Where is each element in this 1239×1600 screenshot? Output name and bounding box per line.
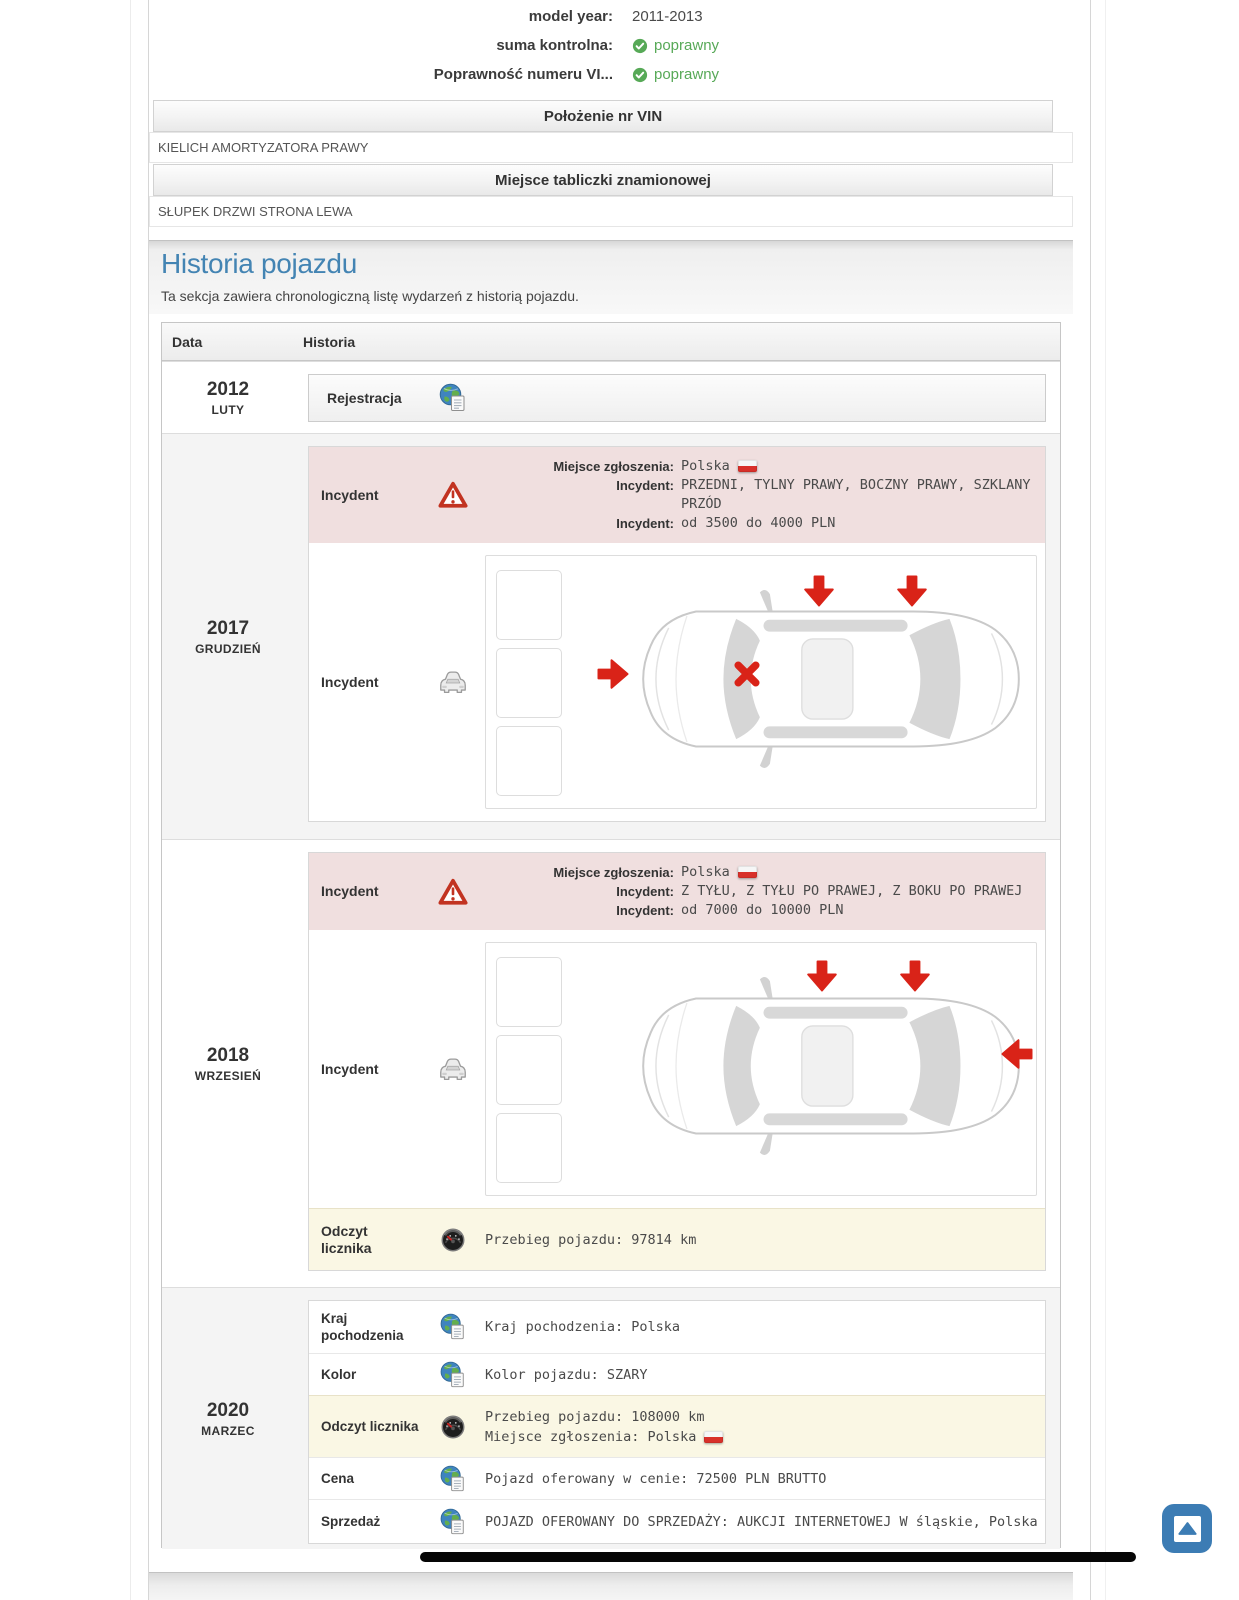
incident-fields — [485, 863, 1045, 920]
date-month: WRZESIEŃ — [194, 1068, 262, 1083]
page-outer-border-left — [130, 0, 131, 1600]
field-key: Miejsce zgłoszenia: — [553, 459, 674, 474]
x-mark-damage-mark — [733, 660, 761, 688]
event-label: Cena — [321, 1471, 355, 1486]
field-value: Polska — [681, 457, 1035, 476]
section-title: Historia pojazdu — [161, 248, 357, 279]
section-subtitle: Ta sekcja zawiera chronologiczną listę wydarzeń z historią pojazdu. — [161, 288, 579, 304]
vin-spec-table — [149, 2, 1090, 89]
column-header-history: Historia — [303, 333, 356, 350]
car-front-icon — [421, 942, 485, 1196]
arrow-down-damage-mark — [897, 575, 927, 607]
spec-row-checksum — [149, 31, 1090, 60]
color-row — [309, 1353, 1045, 1395]
car-front-icon — [421, 555, 485, 809]
history-section-header — [149, 240, 1073, 314]
vin-location-value: KIELICH AMORTYZATORA PRAWY — [149, 132, 1073, 163]
globe-document-icon — [421, 1465, 485, 1493]
event-label: Kolor — [321, 1367, 357, 1382]
date-cell — [162, 434, 294, 839]
horizontal-scrollbar[interactable] — [420, 1552, 1136, 1562]
history-group-2017 — [162, 433, 1060, 839]
photo-placeholder — [496, 1035, 562, 1105]
odometer-reading-row — [309, 1395, 1045, 1457]
incident-event-box — [308, 852, 1046, 1271]
spec-value — [632, 66, 719, 83]
check-circle-icon — [632, 38, 648, 54]
odometer-value — [485, 1407, 723, 1447]
event-label: Sprzedaż — [321, 1514, 381, 1529]
spec-row-vin-correctness — [149, 60, 1090, 89]
odometer-icon — [421, 1226, 485, 1254]
history-group-2018 — [162, 839, 1060, 1287]
warning-triangle-icon — [421, 863, 485, 920]
globe-document-icon — [421, 1361, 485, 1389]
origin-country-row — [309, 1301, 1045, 1353]
events-multi-box — [308, 1300, 1046, 1544]
globe-document-icon — [421, 383, 485, 413]
date-year: 2017 — [206, 617, 250, 639]
damage-diagram-panel — [485, 942, 1037, 1196]
incident-label: Incydent — [321, 486, 379, 503]
spec-value: 2011-2013 — [632, 8, 703, 25]
odometer-reading-row — [309, 1208, 1045, 1270]
date-cell — [162, 840, 294, 1287]
history-table — [161, 322, 1061, 1548]
date-year: 2020 — [206, 1399, 250, 1421]
incident-event-box — [308, 446, 1046, 822]
event-value: POJAZD OFEROWANY DO SPRZEDAŻY: AUKCJI INTERNETOWEJ W śląskie, Polska — [485, 1513, 1038, 1530]
field-value: Z TYŁU, Z TYŁU PO PRAWEJ, Z BOKU PO PRAWEJ — [681, 883, 1023, 899]
field-key: Miejsce zgłoszenia: — [553, 865, 674, 880]
field-value: Polska — [681, 863, 1035, 882]
arrow-right-damage-mark — [598, 658, 628, 690]
incident-field — [485, 882, 1035, 901]
page-outer-border-right — [1105, 0, 1106, 1600]
odometer-label: Odczyt licznika — [321, 1419, 419, 1434]
poland-flag-icon — [738, 460, 757, 472]
scroll-to-top-button[interactable] — [1162, 1504, 1212, 1553]
spec-status-text: poprawny — [654, 37, 720, 54]
arrow-down-damage-mark — [900, 960, 930, 992]
column-header-data: Data — [172, 333, 203, 350]
field-key: Incydent: — [616, 884, 674, 899]
incident-label: Incydent — [321, 883, 379, 899]
events-cell — [294, 1288, 1060, 1549]
damage-diagram-panel — [485, 555, 1037, 809]
photo-placeholders — [496, 570, 562, 796]
date-year: 2018 — [206, 1044, 250, 1066]
poland-flag-icon — [704, 1431, 723, 1443]
photo-placeholder — [496, 648, 562, 718]
date-year: 2012 — [206, 378, 250, 400]
incident-header-row — [309, 853, 1045, 930]
field-key: Incydent: — [616, 903, 674, 918]
arrow-left-damage-mark — [1002, 1038, 1032, 1070]
event-value: Kolor pojazdu: SZARY — [485, 1366, 648, 1383]
incident-fields — [485, 457, 1045, 533]
sale-row — [309, 1499, 1045, 1543]
photo-placeholder — [496, 1113, 562, 1183]
incident-header-row — [309, 447, 1045, 543]
date-month: LUTY — [211, 402, 245, 417]
plate-location-header: Miejsce tabliczki znamionowej — [153, 164, 1053, 196]
event-value: Kraj pochodzenia: Polska — [485, 1319, 681, 1335]
date-month: GRUDZIEŃ — [195, 641, 261, 656]
arrow-down-damage-mark — [804, 575, 834, 607]
history-group-2012 — [162, 361, 1060, 433]
registration-event-row — [308, 374, 1046, 422]
vin-location-header: Położenie nr VIN — [153, 100, 1053, 132]
next-section-band — [149, 1572, 1073, 1600]
history-group-2020 — [162, 1287, 1060, 1549]
report-page — [148, 0, 1091, 1600]
odometer-report-place: Miejsce zgłoszenia: Polska — [485, 1427, 723, 1447]
incident-field — [485, 863, 1035, 882]
odometer-mileage: Przebieg pojazdu: 108000 km — [485, 1408, 705, 1425]
date-month: MARZEC — [201, 1423, 255, 1438]
events-cell — [294, 434, 1060, 839]
incident-diagram-row — [309, 930, 1045, 1208]
history-table-header — [162, 323, 1060, 361]
incident-field — [485, 514, 1035, 533]
date-cell — [162, 362, 294, 433]
event-label: Kraj pochodzenia — [321, 1311, 404, 1343]
field-value: od 3500 do 4000 PLN — [681, 515, 836, 531]
poland-flag-icon — [738, 866, 757, 878]
scroll-to-top-inner — [1174, 1516, 1201, 1542]
arrow-down-damage-mark — [807, 960, 837, 992]
spec-row-model-year — [149, 2, 1090, 31]
events-cell — [294, 362, 1060, 433]
spec-label: suma kontrolna: — [496, 37, 613, 54]
spec-value — [632, 37, 719, 54]
check-circle-icon — [632, 67, 648, 83]
field-key: Incydent: — [616, 478, 674, 493]
incident-label: Incydent — [321, 1060, 379, 1077]
odometer-icon — [421, 1413, 485, 1441]
globe-document-icon — [421, 1508, 485, 1536]
event-label: Rejestracja — [327, 390, 402, 406]
triangle-up-icon — [1178, 1522, 1197, 1535]
incident-field — [485, 457, 1035, 476]
photo-placeholders — [496, 957, 562, 1183]
date-cell — [162, 1288, 294, 1549]
incident-diagram-row — [309, 543, 1045, 821]
plate-location-value: SŁUPEK DRZWI STRONA LEWA — [149, 196, 1073, 227]
photo-placeholder — [496, 570, 562, 640]
photo-placeholder — [496, 726, 562, 796]
car-top-view-diagram — [626, 973, 1036, 1159]
spec-label: model year: — [528, 8, 613, 25]
odometer-label: Odczyt licznika — [321, 1222, 372, 1256]
spec-label: Poprawność numeru VI... — [433, 66, 613, 83]
globe-document-icon — [421, 1313, 485, 1341]
car-top-view-diagram — [626, 586, 1036, 772]
incident-label: Incydent — [321, 673, 379, 690]
odometer-value: Przebieg pojazdu: 97814 km — [485, 1231, 697, 1248]
field-key: Incydent: — [616, 516, 674, 531]
photo-placeholder — [496, 957, 562, 1027]
event-value: Pojazd oferowany w cenie: 72500 PLN BRUTTO — [485, 1470, 827, 1487]
events-cell — [294, 840, 1060, 1287]
spec-status-text: poprawny — [654, 66, 720, 83]
warning-triangle-icon — [421, 457, 485, 533]
field-value: od 7000 do 10000 PLN — [681, 902, 844, 918]
price-row — [309, 1457, 1045, 1499]
incident-field — [485, 476, 1035, 514]
incident-field — [485, 901, 1035, 920]
field-value: PRZEDNI, TYLNY PRAWY, BOCZNY PRAWY, SZKLANY PRZÓD — [681, 477, 1031, 512]
